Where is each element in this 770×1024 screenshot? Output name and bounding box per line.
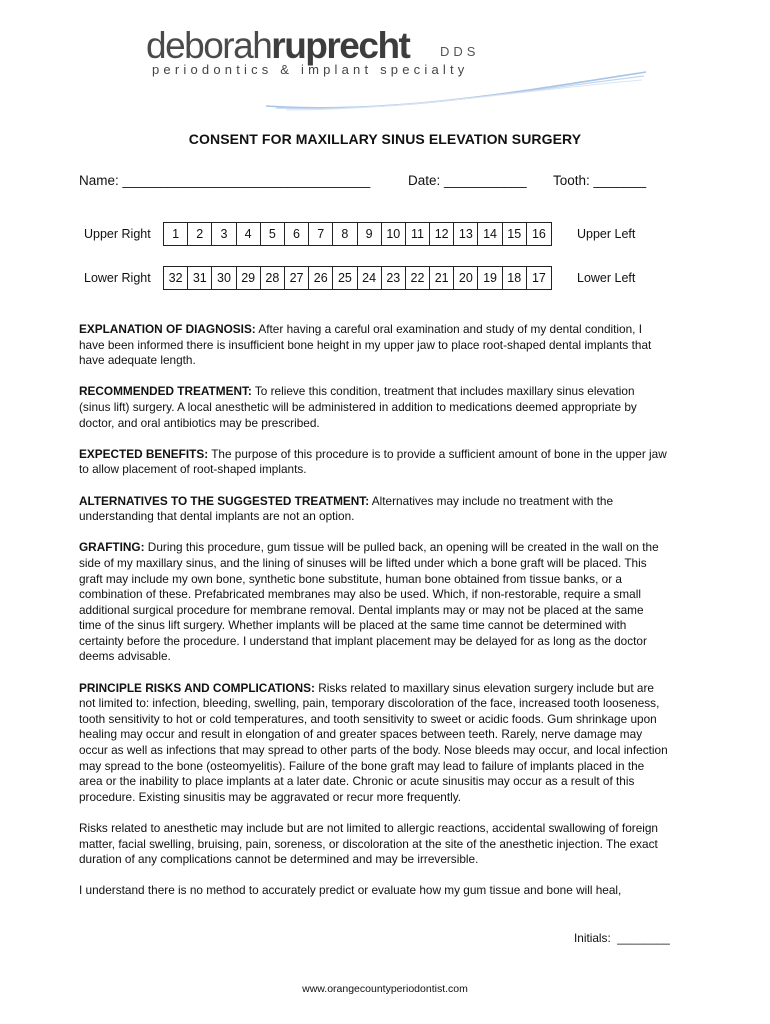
name-blank: _________________________________	[122, 173, 371, 188]
tooth-5[interactable]: 5	[261, 223, 285, 245]
upper-left-label: Upper Left	[577, 227, 636, 241]
section-risks	[79, 681, 669, 806]
consent-body	[79, 322, 669, 915]
anesthetic-risks-paragraph: Risks related to anesthetic may include but are not limited to allergic reactions, accidental swallowing of foreign matter, facial swelling, bruising, pain, soreness, or discoloration at the site of the anesthetic injection. The exact duration of any complications cannot be determined and may be irreversible.	[79, 821, 658, 867]
tooth-32[interactable]: 32	[164, 267, 188, 289]
section-heading: EXPLANATION OF DIAGNOSIS:	[79, 322, 256, 336]
understanding-paragraph: I understand there is no method to accurately predict or evaluate how my gum tissue and bone will heal,	[79, 883, 622, 898]
tooth-11[interactable]: 11	[406, 223, 430, 245]
section-benefits	[79, 447, 669, 478]
tooth-8[interactable]: 8	[333, 223, 357, 245]
tooth-24[interactable]: 24	[358, 267, 382, 289]
tooth-22[interactable]: 22	[406, 267, 430, 289]
section-text: After having a careful oral examination and study of my dental condition, I have been informed there is insufficient bone height in my upper jaw to place root-shaped dental implants that have adequate length.	[79, 322, 652, 368]
section-text: Alternatives may include no treatment with the understanding that dental implants are not an option.	[79, 493, 614, 524]
tooth-18[interactable]: 18	[503, 267, 527, 289]
tooth-16[interactable]: 16	[531, 227, 546, 241]
tooth-21[interactable]: 21	[430, 267, 454, 289]
logo-specialty: periodontics & implant specialty	[152, 62, 469, 77]
tooth-3[interactable]: 3	[212, 223, 236, 245]
tooth-1[interactable]: 1	[164, 223, 188, 245]
tooth-6[interactable]: 6	[285, 223, 309, 245]
section-text: The purpose of this procedure is to provide a sufficient amount of bone in the upper jaw to allow placement of root-shaped implants.	[79, 446, 667, 477]
tooth-2[interactable]: 2	[188, 223, 212, 245]
tooth-13[interactable]: 13	[454, 223, 478, 245]
date-blank: ___________	[444, 173, 527, 188]
tooth-blank: _______	[593, 173, 647, 188]
section-text: To relieve this condition, treatment that includes maxillary sinus elevation (sinus lift) surgery. A local anesthetic will be administered in addition to medications deemed appropriate by doctor, and oral antibiotics may be prescribed.	[79, 384, 637, 430]
logo-name-light: deborah	[146, 25, 272, 66]
tooth-26[interactable]: 26	[309, 267, 333, 289]
tooth-20[interactable]: 20	[454, 267, 478, 289]
tooth-15[interactable]: 15	[503, 223, 527, 245]
upper-teeth-row	[163, 222, 552, 246]
tooth-31[interactable]: 31	[188, 267, 212, 289]
section-treatment	[79, 384, 669, 431]
tooth-9[interactable]: 9	[358, 223, 382, 245]
lower-left-label: Lower Left	[577, 271, 636, 285]
tooth-12[interactable]: 12	[430, 223, 454, 245]
section-heading: PRINCIPLE RISKS AND COMPLICATIONS:	[79, 680, 315, 695]
section-heading: GRAFTING:	[79, 540, 145, 555]
section-grafting	[79, 540, 669, 665]
section-text: Risks related to maxillary sinus elevation surgery include but are not limited to: infection, bleeding, swelling, pain, temporary discoloration of the face, increased tooth looseness, tooth sensitivity to hot or cold temperatures, and tooth sensitivity to sweet or acidic foods. Gum shrinkage upon healing may occur and result in elongation of and greater spaces between teeth. Rarely, nerve damage may occur as well as infections that may spread to other parts of the body. Nose bleeds may occur, and local infection may spread to the bone (osteomyelitis). Failure of the bone graft may lead to failure of implants placed in the area or the inability to place implants at a later date. Chronic or acute sinusitis may occur as a result of this procedure. Existing sinusitis may be aggravated or recur more frequently.	[79, 680, 668, 804]
logo-name-bold: ruprecht	[271, 25, 410, 66]
tooth-27[interactable]: 27	[285, 267, 309, 289]
footer-url: www.orangecountyperiodontist.com	[302, 983, 468, 995]
lower-right-label: Lower Right	[84, 271, 151, 285]
tooth-7[interactable]: 7	[309, 223, 333, 245]
section-heading: ALTERNATIVES TO THE SUGGESTED TREATMENT:	[79, 493, 370, 508]
tooth-25[interactable]: 25	[333, 267, 357, 289]
logo-credentials: DDS	[440, 44, 480, 59]
tooth-label: Tooth:	[553, 173, 590, 188]
section-text: During this procedure, gum tissue will be pulled back, an opening will be created in the wall on the side of my maxillary sinus, and the lining of sinuses will be lifted under which a bone graft will be placed. This graft may include my own bone, synthetic bone substitute, human bone obtained from tissue banks, or a combination of these. Prefabricated membranes may also be used. Which, if non-restorable, require a small additional surgical procedure for membrane removal. Dental implants may or may not be placed at the same time of the sinus lift surgery. Whether implants will be placed at the same time cannot be determined with certainty before the procedure. I understand that implant placement may be delayed for as long as the doctor deems advisable.	[79, 540, 659, 664]
section-heading: RECOMMENDED TREATMENT:	[79, 384, 252, 399]
initials-label: Initials:	[574, 931, 611, 945]
upper-right-label: Upper Right	[84, 227, 151, 241]
tooth-10[interactable]: 10	[382, 223, 406, 245]
date-label: Date:	[408, 173, 441, 188]
practice-logo	[146, 24, 526, 94]
section-diagnosis	[79, 322, 669, 369]
tooth-19[interactable]: 19	[478, 267, 502, 289]
date-field[interactable]	[408, 173, 527, 188]
initials-blank: ________	[617, 931, 670, 945]
tooth-14[interactable]: 14	[478, 223, 502, 245]
tooth-4[interactable]: 4	[237, 223, 261, 245]
lower-teeth-row	[163, 266, 552, 290]
tooth-field[interactable]	[553, 173, 646, 188]
name-field[interactable]	[79, 173, 370, 188]
name-label: Name:	[79, 173, 119, 188]
section-alternatives	[79, 494, 669, 525]
initials-field[interactable]	[574, 931, 670, 945]
tooth-17[interactable]: 17	[531, 271, 546, 285]
tooth-28[interactable]: 28	[261, 267, 285, 289]
tooth-23[interactable]: 23	[382, 267, 406, 289]
tooth-29[interactable]: 29	[237, 267, 261, 289]
form-title: CONSENT FOR MAXILLARY SINUS ELEVATION SURGERY	[188, 131, 582, 147]
section-heading: EXPECTED BENEFITS:	[79, 446, 209, 461]
tooth-30[interactable]: 30	[212, 267, 236, 289]
